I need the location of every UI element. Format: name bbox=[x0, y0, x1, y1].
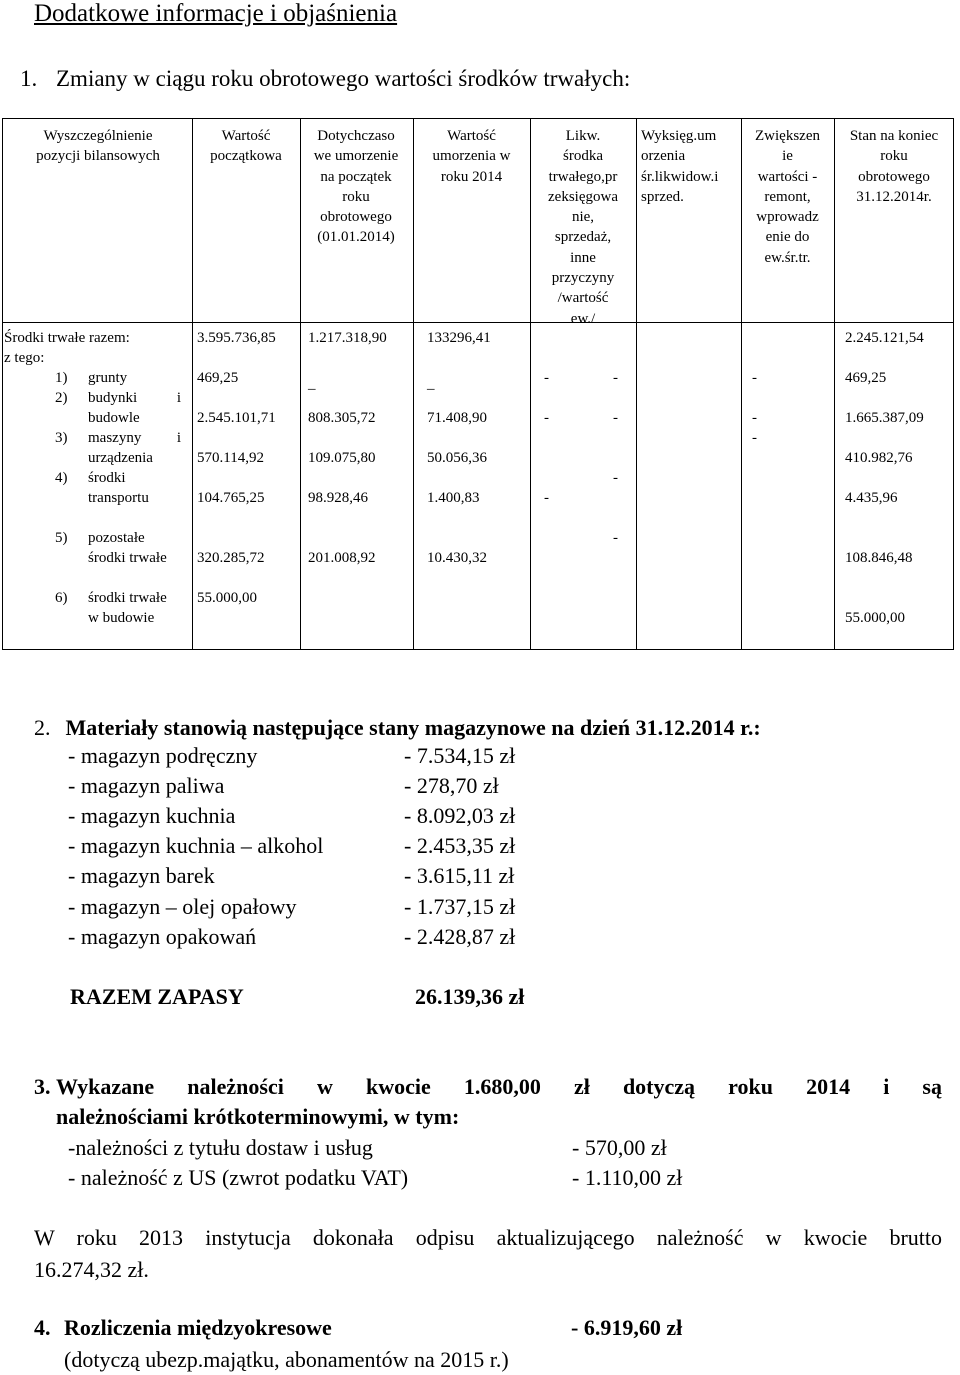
section3-line1: Wykazane należności w kwocie 1.680,00 zł dotyczą roku 2014 i są bbox=[56, 1074, 942, 1099]
receivable-value: - 570,00 zł bbox=[572, 1135, 667, 1160]
table-column-divider bbox=[530, 118, 531, 650]
cell-depr-year: 71.408,90 bbox=[427, 410, 487, 426]
header-depreciation-start: Dotychczaso we umorzenie na początek roku obrotowego (01.01.2014) bbox=[313, 128, 399, 246]
stock-item-label: - magazyn – olej opałowy bbox=[68, 894, 297, 919]
cell-liquidation: - bbox=[544, 410, 549, 426]
receivable-label: - należność z US (zwrot podatku VAT) bbox=[68, 1165, 409, 1190]
stock-total-value: 26.139,36 zł bbox=[415, 984, 525, 1009]
cell-liquidation: - bbox=[544, 490, 549, 506]
table-column-divider bbox=[636, 118, 637, 650]
cell-depr-start: 201.008,92 bbox=[308, 550, 376, 566]
table-column-divider bbox=[834, 118, 835, 650]
cell-initial: 55.000,00 bbox=[197, 590, 257, 606]
section3-note: W roku 2013 instytucja dokonała odpisu aktualizującego należność w kwocie brutto bbox=[34, 1225, 942, 1250]
total-depr-year: 133296,41 bbox=[427, 330, 491, 346]
section4-heading: Rozliczenia międzyokresowe bbox=[64, 1315, 332, 1340]
receivable-value: - 1.110,00 zł bbox=[572, 1165, 683, 1190]
stock-item-label: - magazyn kuchnia bbox=[68, 803, 236, 828]
sub-label: z tego: bbox=[4, 350, 45, 366]
table-column-divider bbox=[300, 118, 301, 650]
row-label: 4) środki transportu bbox=[55, 470, 149, 506]
cell-depr-start: 98.928,46 bbox=[308, 490, 368, 506]
section4-note: (dotyczą ubezp.majątku, abonamentów na 2015 r.) bbox=[64, 1347, 509, 1372]
table-column-divider bbox=[413, 118, 414, 650]
section1-number: 1. bbox=[20, 66, 38, 91]
page-title: Dodatkowe informacje i objaśnienia bbox=[34, 0, 398, 27]
receivable-label: -należności z tytułu dostaw i usług bbox=[68, 1135, 373, 1160]
cell-liquidation: - bbox=[544, 370, 549, 386]
row-label: 2) budynki i budowle bbox=[55, 390, 181, 426]
table-column-divider bbox=[192, 118, 193, 650]
cell-depr-start: 808.305,72 bbox=[308, 410, 376, 426]
stock-total-label: RAZEM ZAPASY bbox=[70, 984, 244, 1009]
section4-value: - 6.919,60 zł bbox=[571, 1315, 683, 1340]
section3-number: 3. bbox=[34, 1074, 51, 1099]
cell-initial: 469,25 bbox=[197, 370, 239, 386]
cell-depr-start: _ bbox=[308, 376, 316, 392]
stock-item-value: - 1.737,15 zł bbox=[404, 894, 516, 919]
cell-writeoff: - bbox=[613, 530, 618, 546]
stock-item-value: - 3.615,11 zł bbox=[404, 863, 515, 888]
section2-heading-text: Materiały stanowią następujące stany magazynowe na dzień 31.12.2014 r.: bbox=[65, 715, 761, 740]
row-label: 6) środki trwałe w budowie bbox=[55, 590, 167, 626]
cell-depr-year: 1.400,83 bbox=[427, 490, 480, 506]
header-depreciation-year: Wartość umorzenia w roku 2014 bbox=[432, 128, 511, 185]
section3-line2: należnościami krótkoterminowymi, w tym: bbox=[56, 1104, 460, 1129]
cell-writeoff: - bbox=[613, 470, 618, 486]
cell-end: 4.435,96 bbox=[845, 490, 898, 506]
header-increase: Zwiększen ie wartości - remont, wprowadz enie do ew.śr.tr. bbox=[755, 128, 820, 266]
stock-item-value: - 7.534,15 zł bbox=[404, 743, 516, 768]
stock-item-label: - magazyn kuchnia – alkohol bbox=[68, 833, 324, 858]
cell-depr-year: _ bbox=[427, 376, 435, 392]
cell-end: 108.846,48 bbox=[845, 550, 913, 566]
section2-heading bbox=[34, 715, 761, 741]
table-header-divider bbox=[2, 322, 954, 323]
cell-initial: 2.545.101,71 bbox=[197, 410, 276, 426]
stock-item-value: - 8.092,03 zł bbox=[404, 803, 516, 828]
row-label: 5) pozostałe środki trwałe bbox=[55, 530, 167, 566]
header-writeoff: Wyksięg.um orzenia śr.likwidow.i sprzed. bbox=[641, 128, 719, 205]
section1-heading-text: Zmiany w ciągu roku obrotowego wartości środków trwałych: bbox=[56, 66, 631, 91]
total-end: 2.245.121,54 bbox=[845, 330, 924, 346]
stock-item-label: - magazyn podręczny bbox=[68, 743, 258, 768]
header-liquidation: Likw. środka trwałego,pr zeksięgowa nie, sprzedaż, inne przyczyny /wartość ew./ bbox=[548, 128, 618, 327]
total-initial: 3.595.736,85 bbox=[197, 330, 276, 346]
cell-writeoff: - bbox=[613, 410, 618, 426]
cell-initial: 570.114,92 bbox=[197, 450, 264, 466]
cell-end: 410.982,76 bbox=[845, 450, 913, 466]
stock-item-value: - 2.453,35 zł bbox=[404, 833, 516, 858]
section1-heading bbox=[20, 66, 630, 92]
cell-end: 1.665.387,09 bbox=[845, 410, 924, 426]
stock-item-label: - magazyn barek bbox=[68, 863, 215, 888]
cell-depr-year: 50.056,36 bbox=[427, 450, 487, 466]
section2-number: 2. bbox=[34, 715, 51, 740]
total-depr-start: 1.217.318,90 bbox=[308, 330, 387, 346]
total-label: Środki trwałe razem: bbox=[4, 330, 130, 346]
cell-increase: - bbox=[752, 430, 757, 446]
header-item: Wyszczególnienie pozycji bilansowych bbox=[36, 128, 160, 165]
header-end-value: Stan na koniec roku obrotowego 31.12.2014r. bbox=[849, 128, 939, 205]
cell-end: 55.000,00 bbox=[845, 610, 905, 626]
header-initial-value: Wartość początkowa bbox=[210, 128, 282, 165]
stock-item-label: - magazyn opakowań bbox=[68, 924, 257, 949]
cell-initial: 320.285,72 bbox=[197, 550, 265, 566]
cell-increase: - bbox=[752, 410, 757, 426]
stock-item-value: - 278,70 zł bbox=[404, 773, 499, 798]
section4-number: 4. bbox=[34, 1315, 51, 1340]
cell-writeoff: - bbox=[613, 370, 618, 386]
row-label: 1) grunty bbox=[55, 370, 128, 386]
cell-depr-start: 109.075,80 bbox=[308, 450, 376, 466]
stock-item-label: - magazyn paliwa bbox=[68, 773, 225, 798]
cell-depr-year: 10.430,32 bbox=[427, 550, 487, 566]
section3-note-amount: 16.274,32 zł. bbox=[34, 1257, 149, 1282]
table-column-divider bbox=[741, 118, 742, 650]
cell-end: 469,25 bbox=[845, 370, 887, 386]
row-label: 3) maszyny i urządzenia bbox=[55, 430, 181, 466]
cell-increase: - bbox=[752, 370, 757, 386]
stock-item-value: - 2.428,87 zł bbox=[404, 924, 516, 949]
cell-initial: 104.765,25 bbox=[197, 490, 265, 506]
